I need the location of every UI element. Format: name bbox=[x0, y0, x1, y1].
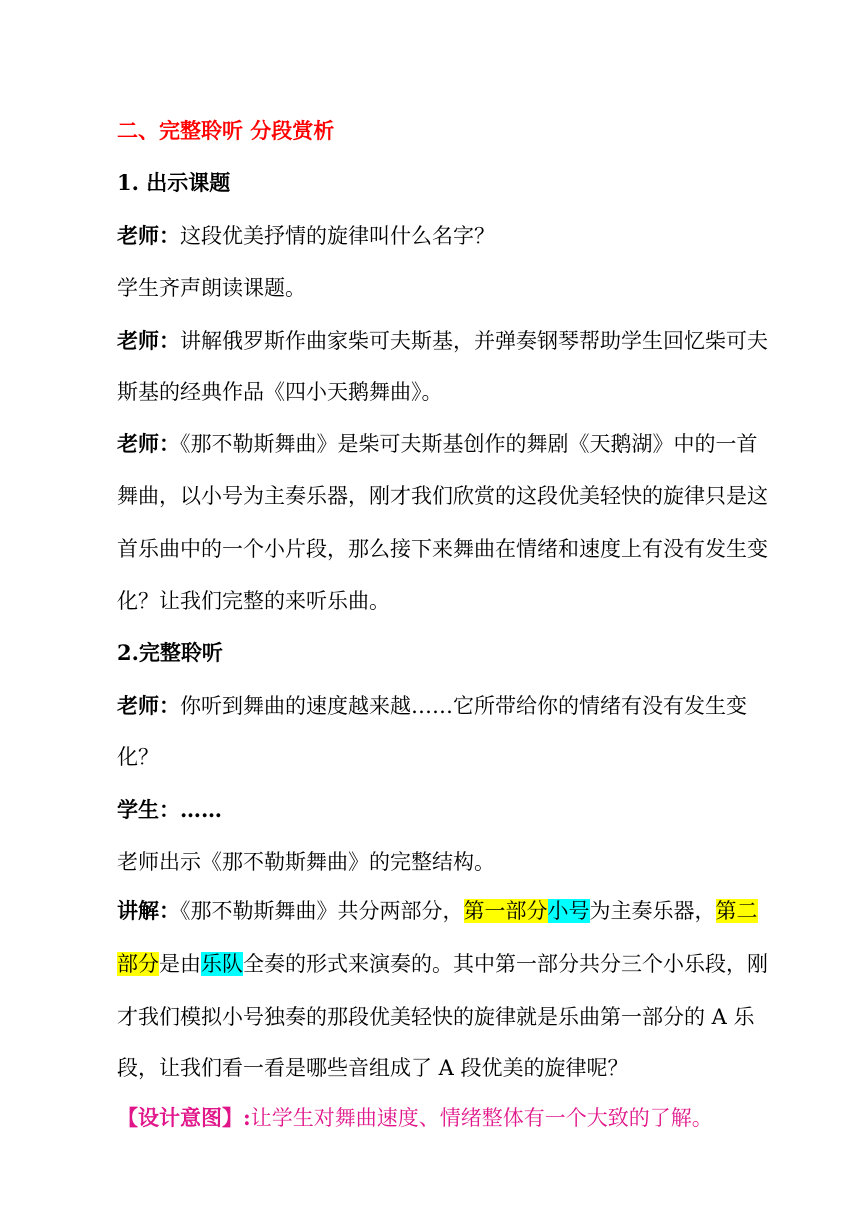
paragraph-text: 段，让我们看一看是哪些音组成了 A 段优美的旋律呢？ bbox=[117, 1056, 629, 1080]
paragraph-5-line-1 bbox=[117, 687, 747, 725]
paragraph-text: 《那不勒斯舞曲》共分两部分， bbox=[180, 899, 464, 923]
speaker-label: 老师： bbox=[117, 223, 180, 248]
speaker-label: 老师： bbox=[117, 693, 180, 718]
speaker-label: 老师： bbox=[117, 328, 180, 353]
design-intent-text: 让学生对舞曲速度、情绪整体有一个大致的了解。 bbox=[250, 1106, 713, 1130]
section-heading-text: 二、完整聆听 分段赏析 bbox=[117, 118, 335, 143]
item2-title bbox=[117, 634, 223, 672]
section-heading bbox=[117, 112, 334, 150]
paragraph-8-line-3 bbox=[117, 998, 755, 1036]
paragraph-text: 讲解俄罗斯作曲家柴可夫斯基，并弹奏钢琴帮助学生回忆柴可夫 bbox=[180, 329, 768, 353]
paragraph-text: 学生齐声朗读课题。 bbox=[117, 276, 306, 300]
paragraph-text: 这段优美抒情的旋律叫什么名字？ bbox=[180, 224, 495, 248]
paragraph-text: 才我们模拟小号独奏的那段优美轻快的旋律就是乐曲第一部分的 A 乐 bbox=[117, 1005, 755, 1029]
paragraph-text: 老师出示《那不勒斯舞曲》的完整结构。 bbox=[117, 850, 495, 874]
item1-title bbox=[117, 164, 230, 202]
item2-title-text: 2.完整聆听 bbox=[117, 640, 223, 665]
paragraph-7 bbox=[117, 843, 495, 881]
paragraph-text: 首乐曲中的一个小片段，那么接下来舞曲在情绪和速度上有没有发生变 bbox=[117, 537, 768, 561]
highlight-cyan: 小号 bbox=[547, 899, 590, 923]
paragraph-4-line-3 bbox=[117, 530, 768, 568]
paragraph-8-line-2 bbox=[117, 945, 768, 983]
paragraph-5-line-2 bbox=[117, 738, 159, 776]
paragraph-text: 为主奏乐器， bbox=[589, 899, 716, 923]
paragraph-text: 化？让我们完整的来听乐曲。 bbox=[117, 589, 390, 613]
highlight-cyan: 乐队 bbox=[201, 952, 243, 976]
speaker-label: 老师： bbox=[117, 431, 180, 456]
paragraph-6 bbox=[117, 791, 222, 829]
paragraph-1 bbox=[117, 217, 495, 255]
paragraph-text: 化？ bbox=[117, 745, 159, 769]
paragraph-text: 斯基的经典作品《四小天鹅舞曲》。 bbox=[117, 380, 443, 404]
paragraph-4-line-1 bbox=[117, 425, 758, 463]
paragraph-3-line-2 bbox=[117, 373, 443, 411]
item1-title-text: 1. 出示课题 bbox=[117, 170, 231, 195]
highlight-yellow: 部分 bbox=[117, 952, 159, 976]
paragraph-8-line-1 bbox=[117, 892, 758, 930]
highlight-yellow: 第二 bbox=[715, 899, 758, 923]
paragraph-text: 是由 bbox=[159, 952, 201, 976]
design-intent bbox=[117, 1099, 713, 1137]
paragraph-2 bbox=[117, 269, 306, 307]
paragraph-8-line-4 bbox=[117, 1049, 629, 1087]
highlight-yellow: 第一部分 bbox=[463, 899, 548, 923]
paragraph-4-line-2 bbox=[117, 477, 768, 515]
paragraph-4-line-4 bbox=[117, 582, 390, 620]
speaker-label: 讲解： bbox=[117, 898, 180, 923]
paragraph-text: 舞曲，以小号为主奏乐器，刚才我们欣赏的这段优美轻快的旋律只是这 bbox=[117, 484, 768, 508]
paragraph-text: 你听到舞曲的速度越来越……它所带给你的情绪有没有发生变 bbox=[180, 694, 747, 718]
paragraph-text: …… bbox=[180, 797, 222, 822]
paragraph-3-line-1 bbox=[117, 322, 768, 360]
paragraph-text: 《那不勒斯舞曲》是柴可夫斯基创作的舞剧《天鹅湖》中的一首 bbox=[180, 432, 758, 456]
speaker-label: 学生： bbox=[117, 797, 180, 822]
paragraph-text: 全奏的形式来演奏的。其中第一部分共分三个小乐段，刚 bbox=[243, 952, 768, 976]
design-intent-label: 【设计意图】: bbox=[117, 1105, 251, 1130]
